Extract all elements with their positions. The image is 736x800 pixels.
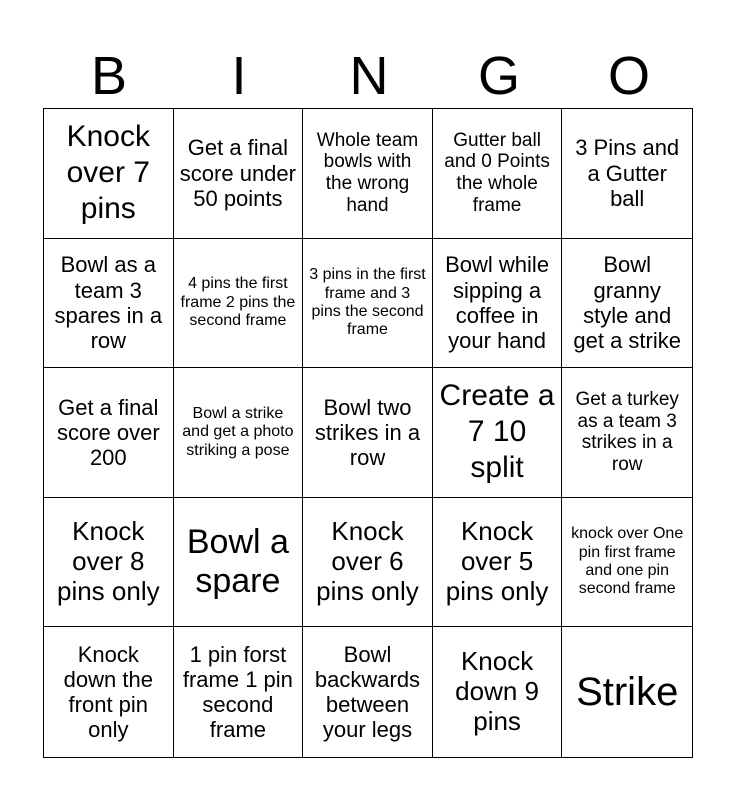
bingo-cell-r2c4[interactable] bbox=[433, 239, 563, 369]
cell-text: 4 pins the first frame 2 pins the second frame bbox=[180, 275, 296, 330]
cell-text: Knock over 7 pins bbox=[66, 120, 150, 226]
cell-text: Knock down the front pin only bbox=[63, 641, 153, 743]
bingo-board bbox=[43, 108, 693, 758]
bingo-cell-r1c4[interactable] bbox=[433, 109, 563, 239]
bingo-cell-r4c4[interactable] bbox=[433, 498, 563, 628]
bingo-cell-r5c3[interactable] bbox=[303, 627, 433, 757]
bingo-cell-r5c5[interactable] bbox=[562, 627, 692, 757]
cell-text: Get a turkey as a team 3 strikes in a row bbox=[575, 388, 679, 476]
cell-text: Bowl backwards between your legs bbox=[314, 641, 421, 743]
bingo-cell-r3c3[interactable] bbox=[303, 368, 433, 498]
bingo-cell-r1c1[interactable] bbox=[44, 109, 174, 239]
cell-text: Knock over 5 pins only bbox=[445, 516, 549, 607]
bingo-cell-r4c2[interactable] bbox=[174, 498, 304, 628]
cell-text: Gutter ball and 0 Points the whole frame bbox=[444, 129, 550, 217]
cell-text: Get a final score over 200 bbox=[56, 394, 160, 471]
bingo-cell-r3c4[interactable] bbox=[433, 368, 563, 498]
bingo-cell-r2c2[interactable] bbox=[174, 239, 304, 369]
bingo-cell-r2c3[interactable] bbox=[303, 239, 433, 369]
cell-text: Knock over 8 pins only bbox=[56, 516, 160, 607]
header-letter-n: N bbox=[349, 46, 389, 106]
cell-text: Bowl granny style and get a strike bbox=[573, 252, 681, 354]
header-letter-o: O bbox=[607, 46, 650, 106]
bingo-cell-r5c4[interactable] bbox=[433, 627, 563, 757]
cell-text: Bowl a spare bbox=[186, 523, 289, 601]
bingo-cell-r5c2[interactable] bbox=[174, 627, 304, 757]
bingo-cell-r1c5[interactable] bbox=[562, 109, 692, 239]
bingo-cell-r2c1[interactable] bbox=[44, 239, 174, 369]
cell-text: Whole team bowls with the wrong hand bbox=[316, 129, 419, 217]
bingo-cell-r4c1[interactable] bbox=[44, 498, 174, 628]
header-letter-g: G bbox=[477, 46, 520, 106]
cell-text: Bowl two strikes in a row bbox=[314, 394, 421, 471]
bingo-cell-r5c1[interactable] bbox=[44, 627, 174, 757]
bingo-cell-r3c1[interactable] bbox=[44, 368, 174, 498]
cell-text: Bowl while sipping a coffee in your hand bbox=[445, 252, 550, 354]
cell-text: Bowl as a team 3 spares in a row bbox=[54, 252, 163, 354]
bingo-cell-r1c2[interactable] bbox=[174, 109, 304, 239]
bingo-header bbox=[44, 44, 694, 108]
cell-text: 3 pins in the first frame and 3 pins the second frame bbox=[309, 266, 426, 339]
cell-text: Strike bbox=[576, 670, 679, 715]
bingo-cell-r3c2[interactable] bbox=[174, 368, 304, 498]
header-letter-b: B bbox=[90, 46, 128, 106]
cell-text: knock over One pin first frame and one pin second frame bbox=[571, 525, 684, 598]
cell-text: Create a 7 10 split bbox=[439, 379, 555, 485]
cell-text: 3 Pins and a Gutter ball bbox=[575, 135, 680, 211]
cell-text: Get a final score under 50 points bbox=[179, 135, 296, 211]
bingo-cell-r4c5[interactable] bbox=[562, 498, 692, 628]
bingo-cell-r3c5[interactable] bbox=[562, 368, 692, 498]
cell-text: Bowl a strike and get a photo striking a pose bbox=[182, 404, 294, 459]
bingo-cell-r4c3[interactable] bbox=[303, 498, 433, 628]
bingo-cell-r1c3[interactable] bbox=[303, 109, 433, 239]
cell-text: Knock down 9 pins bbox=[455, 646, 540, 737]
bingo-cell-r2c5[interactable] bbox=[562, 239, 692, 369]
header-letter-i: I bbox=[231, 46, 247, 106]
cell-text: 1 pin forst frame 1 pin second frame bbox=[182, 641, 293, 743]
cell-text: Knock over 6 pins only bbox=[316, 516, 419, 607]
